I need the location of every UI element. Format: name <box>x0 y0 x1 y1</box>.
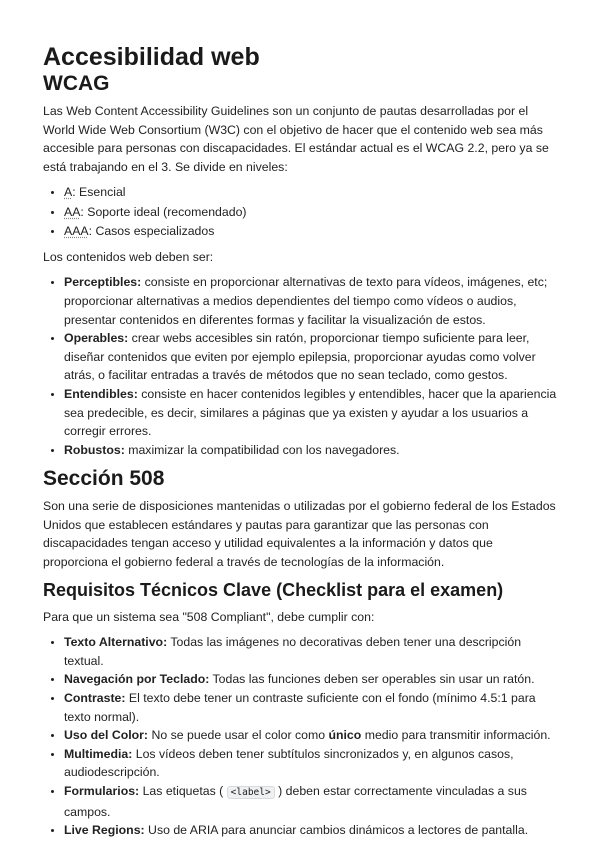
requirement-label: Uso del Color: <box>64 728 149 743</box>
criterion-label: Operables: <box>64 331 129 346</box>
requirement-label: Live Regions: <box>64 823 145 838</box>
label-code-snippet: <label> <box>227 786 275 799</box>
level-desc: : Soporte ideal (recomendado) <box>80 204 247 219</box>
list-item <box>64 203 560 222</box>
list-item <box>64 633 560 670</box>
level-abbr: A <box>64 185 73 200</box>
requirement-label: Formularios: <box>64 784 140 798</box>
requirement-text-before: No se puede usar el color como <box>148 728 329 743</box>
requirement-label: Navegación por Teclado: <box>64 672 210 687</box>
list-item <box>64 385 560 441</box>
list-item <box>64 745 560 782</box>
requirement-label: Multimedia: <box>64 746 133 761</box>
list-item <box>64 670 560 689</box>
wcag-intro-paragraph: Las Web Content Accessibility Guidelines son un conjunto de pautas desarrolladas por el World Wide Web Consortium (W3C) con el objetivo de hacer que el contenido web sea más accesible para personas con discapacidades. El estándar actual es el WCAG 2.2, pero ya se está trabajando en el 3. Se divide en niveles: <box>43 104 549 174</box>
criterion-label: Perceptibles: <box>64 275 142 290</box>
requirement-label: Contraste: <box>64 691 126 706</box>
list-item <box>64 222 560 241</box>
requirement-label: Texto Alternativo: <box>64 635 168 650</box>
list-item <box>64 821 560 840</box>
list-item <box>64 689 560 726</box>
level-abbr: AAA <box>64 224 89 239</box>
list-item <box>64 329 560 385</box>
page-title: Accesibilidad web <box>43 43 260 71</box>
list-item <box>64 273 560 329</box>
criterion-text: consiste en hacer contenidos legibles y entendibles, hacer que la apariencia sea predecible, es decir, similares a páginas que ya existen y ayudar a los usuarios a corregir errores. <box>64 386 557 439</box>
list-item <box>64 441 560 460</box>
level-desc: : Casos especializados <box>88 224 215 239</box>
level-desc: : Esencial <box>72 185 126 200</box>
requirement-text-before: Las etiquetas ( <box>139 784 227 798</box>
list-item <box>64 782 560 821</box>
wcag-levels-list <box>43 183 560 240</box>
criterion-text: maximizar la compatibilidad con los navegadores. <box>124 442 400 457</box>
requirements-list <box>43 633 560 840</box>
requirement-emphasis: único <box>328 728 362 743</box>
list-item <box>64 183 560 202</box>
wcag-criteria-list <box>43 273 560 459</box>
criteria-intro-paragraph: Los contenidos web deben ser: <box>43 249 214 264</box>
requirement-text: Los vídeos deben tener subtítulos sincronizados y, en algunos casos, audiodescripción. <box>64 746 514 780</box>
criterion-label: Entendibles: <box>64 386 138 401</box>
requirement-text-after: medio para transmitir información. <box>361 728 551 743</box>
section508-intro-paragraph: Son una serie de disposiciones mantenidas o utilizadas por el gobierno federal de los Estados Unidos que establecen estándares y pautas para garantizar que las personas con discapacidades tengan acceso y utilidad equivalentes a la información y datos que proporciona el gobierno federal a través de tecnologías de la información. <box>43 499 556 570</box>
requirements-intro-paragraph: Para que un sistema sea "508 Compliant", debe cumplir con: <box>43 609 375 624</box>
requirement-text: El texto debe tener un contraste suficiente con el fondo (mínimo 4.5:1 para texto normal). <box>64 691 536 724</box>
requirement-text: Todas las imágenes no decorativas deben tener una descripción textual. <box>64 635 522 668</box>
requirement-text-after: ) deben estar correctamente vinculadas a sus campos. <box>64 784 527 819</box>
criterion-text: consiste en proporcionar alternativas de texto para vídeos, imágenes, etc; proporcionar alternativas a medios dependientes del tiempo como vídeos o audios, presentar contenidos en diferentes formas y facilitar la visualización de estos. <box>64 275 548 327</box>
section508-heading: Sección 508 <box>43 467 165 491</box>
criterion-label: Robustos: <box>64 442 125 457</box>
requirement-text: Uso de ARIA para anunciar cambios dinámicos a lectores de pantalla. <box>144 823 529 838</box>
wcag-heading: WCAG <box>43 72 110 95</box>
level-abbr: AA <box>64 204 81 219</box>
list-item <box>64 726 560 745</box>
criterion-text: crear webs accesibles sin ratón, proporcionar tiempo suficiente para leer, diseñar contenidos que eviten por ejemplo epilepsia, proporcionar ayudas como volver atrás, o facilitar entradas a través de métodos que no sean teclado, como gestos. <box>64 331 536 383</box>
requirements-heading: Requisitos Técnicos Clave (Checklist para el examen) <box>43 579 504 600</box>
requirement-text: Todas las funciones deben ser operables sin usar un ratón. <box>209 672 535 687</box>
